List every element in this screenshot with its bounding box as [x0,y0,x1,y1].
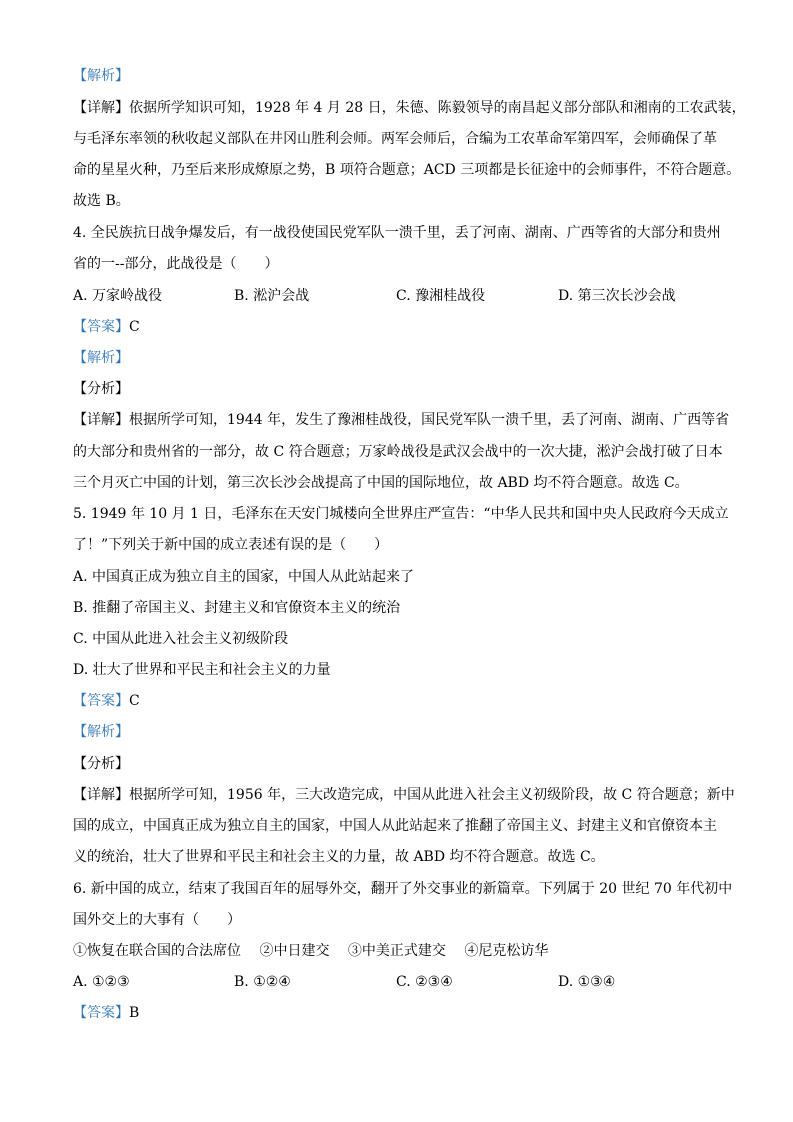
analysis-subheading: 【分析】 [73,381,129,397]
question-4-stem: 4. 全民族抗日战争爆发后，有一战役使国民党军队一溃千里，丢了河南、湖南、广西等省的大部分和贵州 [73,225,721,241]
analysis-subheading: 【分析】 [73,756,129,772]
detail-line: 的大部分和贵州省的一部分，故 C 符合题意；万家岭战役是武汉会战中的一次大捷，淞沪会战打破了日本 [73,444,723,460]
answer-value: C [129,693,140,709]
question-5-option-a: A. 中国真正成为独立自主的国家，中国人从此站起来了 [73,569,415,585]
analysis-heading: 【解析】 [73,724,129,740]
question-5-option-c: C. 中国从此进入社会主义初级阶段 [73,631,289,647]
question-4-option-b: B. 淞沪会战 [234,288,310,304]
question-5-stem: 了！”下列关于新中国的成立表述有误的是（ ） [73,537,389,553]
answer-line [73,1004,139,1022]
detail-line: 故选 B。 [73,193,130,209]
detail-line: 国的成立，中国真正成为独立自主的国家，中国人从此站起来了推翻了帝国主义、封建主义和官僚资本主 [73,818,717,834]
question-6-items: ①恢复在联合国的合法席位 ②中日建交 ③中美正式建交 ④尼克松访华 [73,943,549,959]
question-6-option-d: D. ①③④ [558,974,616,990]
question-5-stem: 5. 1949 年 10 月 1 日，毛泽东在天安门城楼向全世界庄严宣告：“中华人民共和国中央人民政府今天成立 [73,506,729,522]
question-4-stem: 省的一--部分，此战役是（ ） [73,256,279,272]
answer-line [73,692,140,710]
question-6-option-c: C. ②③④ [396,974,453,990]
detail-text: 根据所学可知，1944 年，发生了豫湘桂战役，国民党军队一溃千里，丢了河南、湖南、广西等省 [129,412,730,428]
detail-line [73,411,729,429]
detail-tag: 【详解】 [73,100,129,116]
answer-value: B [129,1005,140,1021]
question-6-option-b: B. ①②④ [234,974,291,990]
answer-tag: 【答案】 [73,319,129,335]
question-6-option-a: A. ①②③ [73,974,130,990]
question-5-option-d: D. 壮大了世界和平民主和社会主义的力量 [73,662,331,678]
analysis-heading: 【解析】 [73,68,129,84]
detail-tag: 【详解】 [73,412,129,428]
detail-line: 命的星星火种，乃至后来形成燎原之势，B 项符合题意；ACD 三项都是长征途中的会师事件，不符合题意。 [73,162,741,178]
question-4-option-d: D. 第三次长沙会战 [558,288,676,304]
question-4-option-a: A. 万家岭战役 [73,288,163,304]
detail-line [73,99,746,117]
question-6-stem: 6. 新中国的成立，结束了我国百年的屈辱外交，翻开了外交事业的新篇章。下列属于 20 世纪 70 年代初中 [73,881,733,897]
answer-line [73,318,140,336]
analysis-heading: 【解析】 [73,350,129,366]
question-5-option-b: B. 推翻了帝国主义、封建主义和官僚资本主义的统治 [73,600,401,616]
question-4-option-c: C. 豫湘桂战役 [396,288,486,304]
detail-text: 依据所学知识可知，1928 年 4 月 28 日，朱德、陈毅领导的南昌起义部分部队和湘南的工农武装， [129,100,746,116]
answer-value: C [129,319,140,335]
detail-line [73,786,735,804]
detail-line: 三个月灭亡中国的计划，第三次长沙会战提高了中国的国际地位，故 ABD 均不符合题意。故选 C。 [73,475,689,491]
question-6-stem: 国外交上的大事有（ ） [73,912,241,928]
detail-text: 根据所学可知，1956 年，三大改造完成，中国从此进入社会主义初级阶段，故 C 符合题意；新中 [129,787,735,803]
answer-tag: 【答案】 [73,1005,129,1021]
answer-tag: 【答案】 [73,693,129,709]
detail-line: 义的统治，壮大了世界和平民主和社会主义的力量，故 ABD 均不符合题意。故选 C。 [73,849,605,865]
detail-tag: 【详解】 [73,787,129,803]
detail-line: 与毛泽东率领的秋收起义部队在井冈山胜利会师。两军会师后，合编为工农革命军第四军，会师确保了革 [73,131,717,147]
